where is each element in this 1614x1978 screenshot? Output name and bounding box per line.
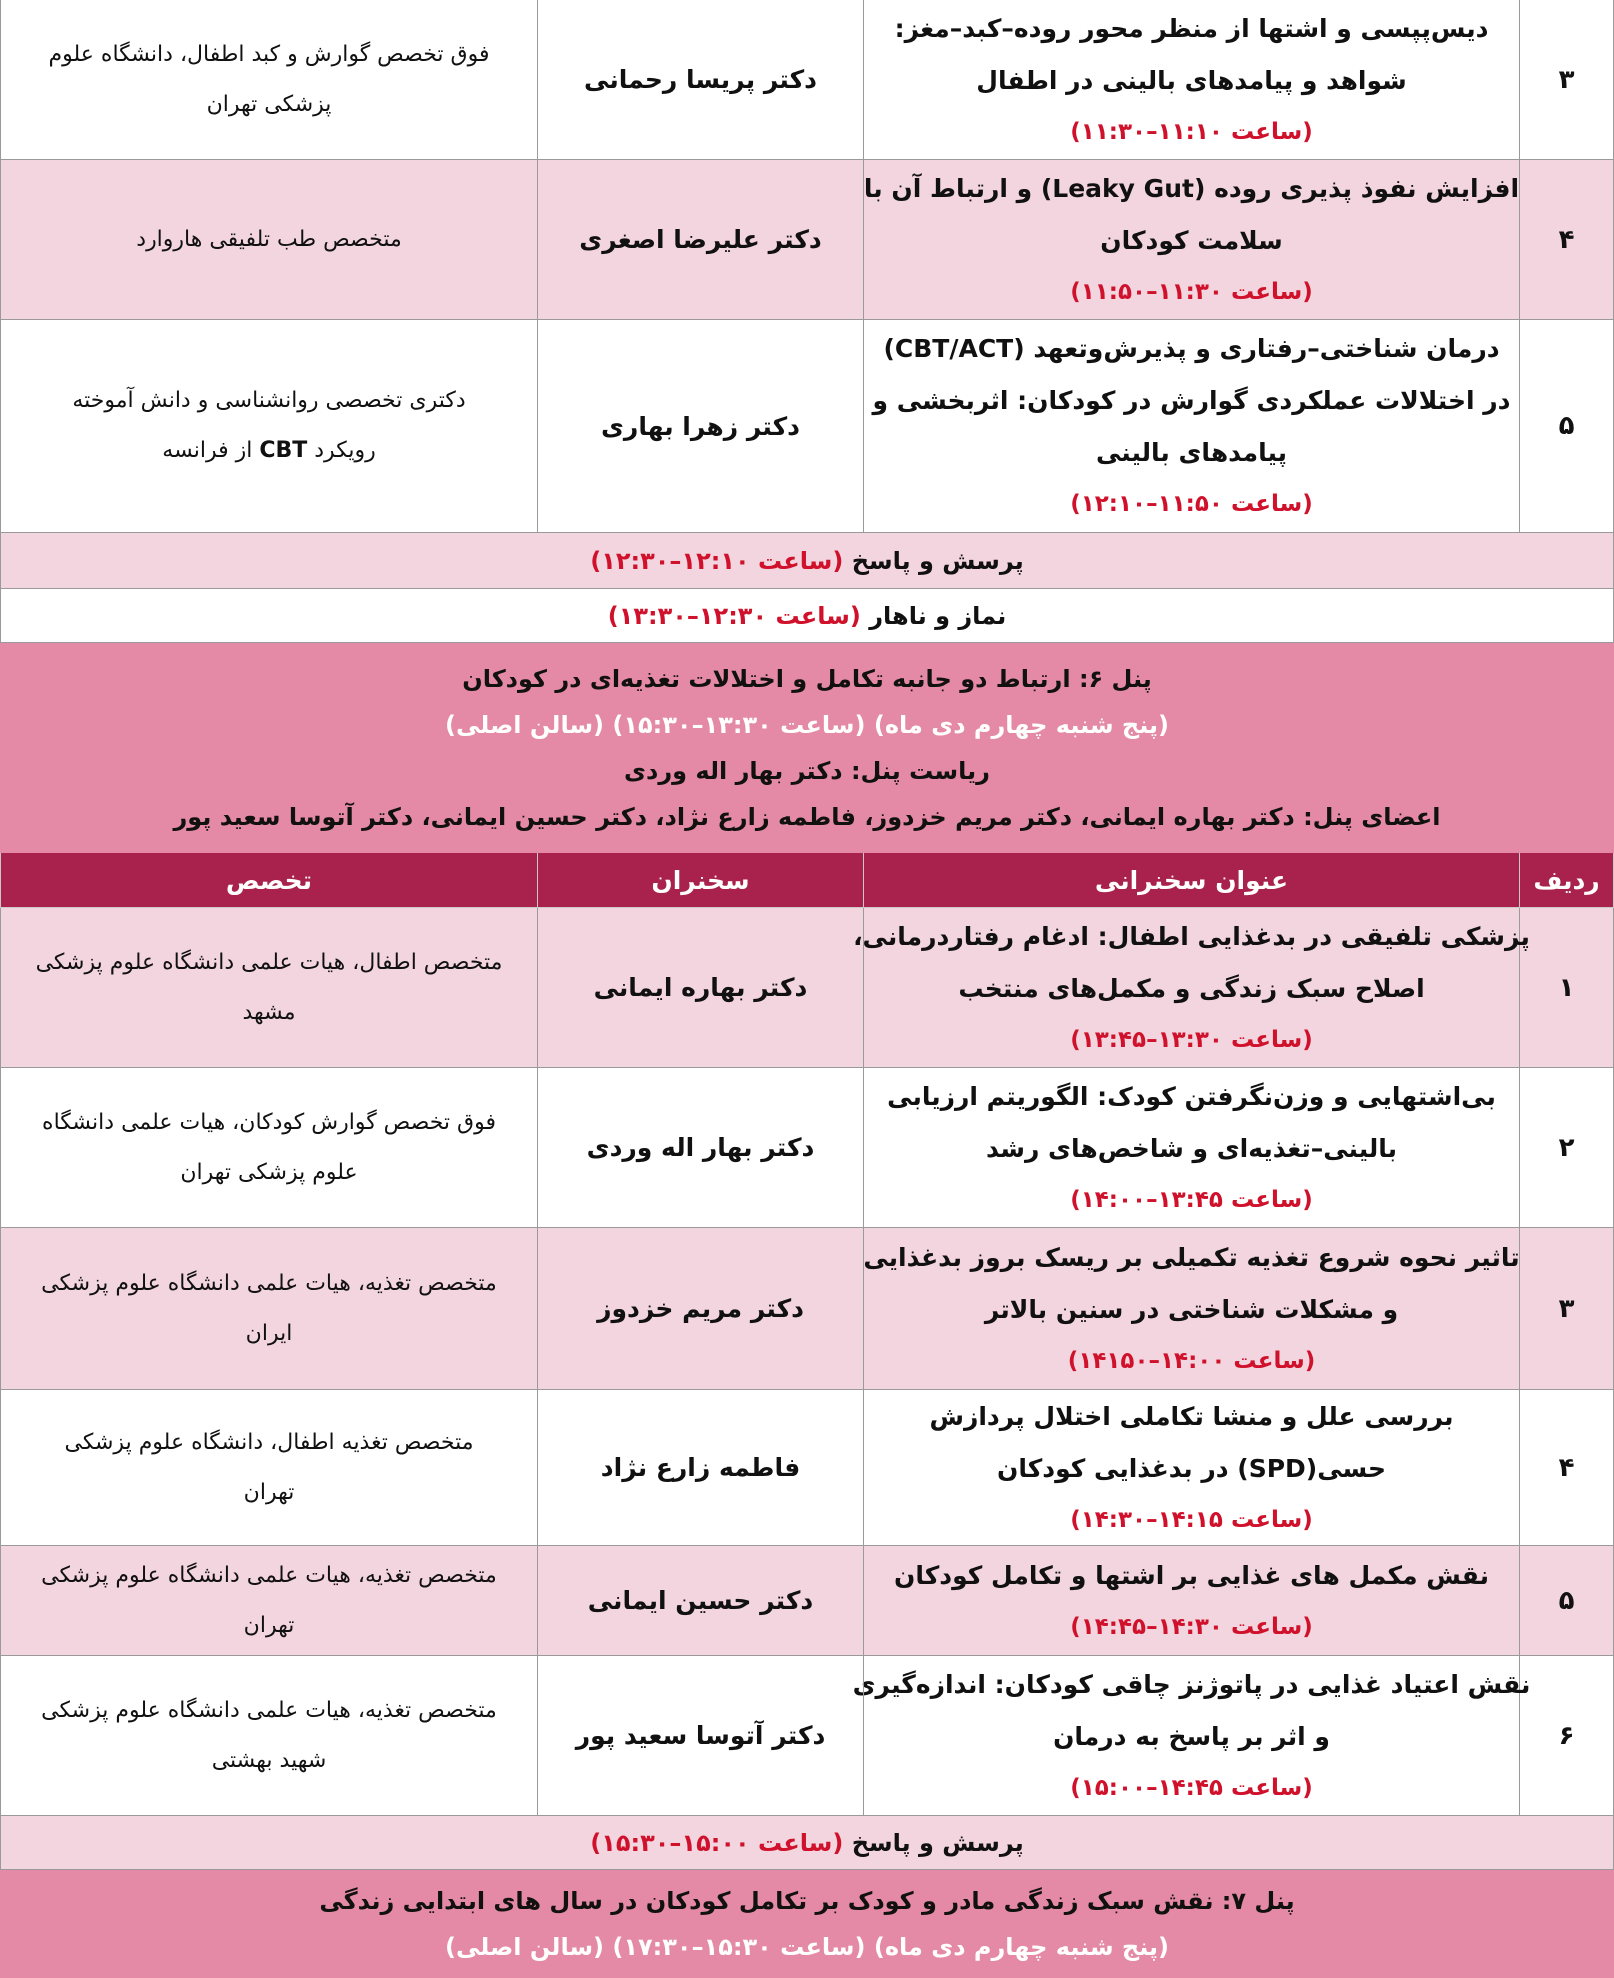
talk-title-cell xyxy=(864,1068,1520,1228)
lunch-cell xyxy=(0,589,1614,643)
talk-time: (ساعت ۱۱:۱۰–۱۱:۳۰) xyxy=(1070,118,1313,145)
talk-time: (ساعت ۱۳:۳۰–۱۳:۴۵) xyxy=(1070,1026,1313,1053)
panel-chair: ریاست پنل: دکتر بهار اله وردی xyxy=(624,757,990,785)
talk-title-cell xyxy=(852,1656,1531,1816)
talk-title-line: نقش اعتیاد غذایی در پاتوژنز چاقی کودکان: اندازه‌گیری xyxy=(852,1669,1531,1699)
speaker-name: دکتر آتوسا سعید پور xyxy=(575,1721,826,1750)
speaker-name: فاطمه زارع نژاد xyxy=(600,1453,801,1482)
row-number: ۵ xyxy=(1558,411,1575,441)
talk-title-line: تاثیر نحوه شروع تغذیه تکمیلی بر ریسک بروز بدغذایی xyxy=(863,1242,1520,1272)
speaker-name: دکتر پریسا رحمانی xyxy=(584,65,817,94)
header-num: ردیف xyxy=(1520,853,1614,908)
speaker-name: دکتر علیرضا اصغری xyxy=(579,225,822,254)
row-number-cell xyxy=(1520,1068,1614,1228)
header-speaker: سخنران xyxy=(538,853,864,908)
talk-title-cell xyxy=(864,160,1520,320)
speaker-cell xyxy=(538,1228,864,1390)
specialty-cell xyxy=(0,908,538,1068)
row-number: ۱ xyxy=(1558,972,1575,1003)
specialty-line: تهران xyxy=(243,1479,295,1505)
talk-title-line: نقش مکمل های غذایی بر اشتها و تکامل کودکان xyxy=(894,1560,1489,1590)
table-header xyxy=(0,853,1614,908)
talk-title-line: در اختلالات عملکردی گوارش در کودکان: اثربخشی و xyxy=(872,386,1511,415)
talk-title-line: درمان شناختی–رفتاری و پذیرش‌وتعهد (CBT/ACT) xyxy=(883,334,1500,363)
qa-label: پرسش و پاسخ xyxy=(851,1828,1024,1857)
specialty-cell xyxy=(0,1068,538,1228)
talk-time: (ساعت ۱۴:۰۰–۱۴۱۵۰) xyxy=(1067,1347,1316,1374)
speaker-cell xyxy=(538,908,864,1068)
specialty-cell xyxy=(0,1228,538,1390)
qa-label: پرسش و پاسخ xyxy=(851,546,1024,575)
talk-time: (ساعت ۱۳:۴۵–۱۴:۰۰) xyxy=(1070,1186,1313,1213)
table-row xyxy=(0,1390,1614,1546)
talk-title-line: و مشکلات شناختی در سنین بالاتر xyxy=(984,1294,1399,1324)
specialty-text: رویکرد xyxy=(307,438,376,463)
specialty-line: متخصص تغذیه اطفال، دانشگاه علوم پزشکی xyxy=(64,1429,474,1455)
row-number: ۴ xyxy=(1558,224,1575,255)
row-number: ۳ xyxy=(1558,64,1575,95)
row-number: ۲ xyxy=(1558,1132,1575,1163)
row-number-cell xyxy=(1520,1546,1614,1656)
table-row xyxy=(0,1656,1614,1816)
lunch-row xyxy=(0,589,1614,643)
panel-members: اعضای پنل: دکتر بهاره ایمانی، دکتر مریم خزدوز، فاطمه زارع نژاد، دکتر حسین ایمانی، دکتر آتوسا سعید پور xyxy=(173,803,1441,831)
specialty-line: تهران xyxy=(243,1612,295,1638)
talk-title-line: پیامدهای بالینی xyxy=(1095,438,1288,467)
talk-title-cell xyxy=(864,1228,1520,1390)
specialty-cell xyxy=(0,1546,538,1656)
lunch-time: (ساعت ۱۲:۳۰–۱۳:۳۰) xyxy=(607,601,861,630)
speaker-name: دکتر بهار اله وردی xyxy=(586,1133,815,1162)
specialty-cell xyxy=(0,0,538,160)
specialty-line: مشهد xyxy=(242,999,296,1025)
qa-cell xyxy=(0,533,1614,589)
speaker-cell xyxy=(538,1546,864,1656)
specialty-line: شهید بهشتی xyxy=(211,1747,327,1773)
qa-cell xyxy=(0,1816,1614,1870)
talk-title-line: بی‌اشتهایی و وزن‌نگرفتن کودک: الگوریتم ارزیابی xyxy=(887,1081,1496,1111)
row-number-cell xyxy=(1520,0,1614,160)
talk-time: (ساعت ۱۱:۵۰–۱۲:۱۰) xyxy=(1070,491,1313,517)
talk-title-cell xyxy=(853,908,1530,1068)
table-row xyxy=(0,0,1614,160)
table-row xyxy=(0,1228,1614,1390)
specialty-line: علوم پزشکی تهران xyxy=(180,1159,358,1185)
specialty-line: متخصص تغذیه، هیات علمی دانشگاه علوم پزشکی xyxy=(41,1562,497,1588)
row-number-cell xyxy=(1520,320,1614,533)
talk-title-line: بالینی–تغذیه‌ای و شاخص‌های رشد xyxy=(985,1133,1398,1163)
panel-session: (پنج شنبه چهارم دی ماه) (ساعت ۱۵:۳۰–۱۷:۳۰) (سالن اصلی) xyxy=(445,1933,1169,1961)
table-row xyxy=(0,160,1614,320)
speaker-cell xyxy=(538,1068,864,1228)
speaker-name: دکتر بهاره ایمانی xyxy=(593,973,808,1002)
speaker-cell xyxy=(538,1656,864,1816)
row-number-cell xyxy=(1520,908,1614,1068)
table-row xyxy=(0,1068,1614,1228)
table-row xyxy=(0,1546,1614,1656)
specialty-line: متخصص تغذیه، هیات علمی دانشگاه علوم پزشکی xyxy=(41,1270,497,1296)
table-row xyxy=(0,908,1614,1068)
talk-time: (ساعت ۱۴:۴۵–۱۵:۰۰) xyxy=(1070,1774,1313,1801)
specialty-cell xyxy=(0,320,538,533)
specialty-line: متخصص تغذیه، هیات علمی دانشگاه علوم پزشکی xyxy=(41,1697,497,1723)
specialty-text: از فرانسه xyxy=(162,438,260,463)
specialty-cbt: CBT xyxy=(259,438,308,463)
talk-title-cell xyxy=(864,0,1520,160)
header-specialty: تخصص xyxy=(0,853,538,908)
talk-title-line: حسی(SPD) در بدغذایی کودکان xyxy=(997,1453,1386,1483)
specialty-line: ایران xyxy=(245,1320,293,1346)
row-number: ۴ xyxy=(1558,1452,1575,1483)
talk-title-line: پزشکی تلفیقی در بدغذایی اطفال: ادغام رفتاردرمانی، xyxy=(853,921,1530,951)
qa-time: (ساعت ۱۵:۰۰–۱۵:۳۰) xyxy=(590,1828,844,1857)
talk-title-cell xyxy=(864,1390,1520,1546)
specialty-line: فوق تخصص گوارش کودکان، هیات علمی دانشگاه xyxy=(42,1109,496,1135)
specialty-cell xyxy=(0,1390,538,1546)
header-title: عنوان سخنرانی xyxy=(864,853,1520,908)
speaker-name: دکتر مریم خزدوز xyxy=(597,1294,804,1323)
talk-title-line: شواهد و پیامدهای بالینی در اطفال xyxy=(976,65,1407,95)
row-number: ۳ xyxy=(1558,1293,1575,1324)
table-row xyxy=(0,320,1614,533)
talk-title-cell xyxy=(864,1546,1520,1656)
row-number: ۵ xyxy=(1558,1585,1575,1616)
talk-title-line: بررسی علل و منشا تکاملی اختلال پردازش xyxy=(929,1401,1454,1431)
talk-title-cell xyxy=(864,320,1520,533)
speaker-cell xyxy=(538,0,864,160)
talk-time: (ساعت ۱۱:۳۰–۱۱:۵۰) xyxy=(1070,278,1313,305)
talk-title-line: اصلاح سبک زندگی و مکمل‌های منتخب xyxy=(958,973,1425,1003)
specialty-cell xyxy=(0,1656,538,1816)
speaker-cell xyxy=(538,1390,864,1546)
row-number-cell xyxy=(1520,1228,1614,1390)
specialty-line xyxy=(162,426,375,476)
talk-title-line: سلامت کودکان xyxy=(1100,225,1283,255)
qa-row xyxy=(0,1816,1614,1870)
talk-time: (ساعت ۱۴:۱۵–۱۴:۳۰) xyxy=(1070,1506,1313,1533)
specialty-line: متخصص اطفال، هیات علمی دانشگاه علوم پزشکی xyxy=(35,949,503,975)
row-number-cell xyxy=(1520,1656,1614,1816)
qa-row xyxy=(0,533,1614,589)
qa-time: (ساعت ۱۲:۱۰–۱۲:۳۰) xyxy=(590,546,844,575)
talk-title-line: و اثر بر پاسخ به درمان xyxy=(1053,1721,1330,1751)
panel-title: پنل ۶: ارتباط دو جانبه تکامل و اختلالات تغذیه‌ای در کودکان xyxy=(462,665,1152,693)
talk-title-line: دیس‌پپسی و اشتها از منظر محور روده–کبد–مغز: xyxy=(894,13,1489,43)
row-number-cell xyxy=(1520,160,1614,320)
panel-title: پنل ۷: نقش سبک زندگی مادر و کودک بر تکامل کودکان در سال های ابتدایی زندگی xyxy=(319,1887,1295,1915)
speaker-cell xyxy=(538,320,864,533)
speaker-name: دکتر زهرا بهاری xyxy=(601,411,800,441)
lunch-label: نماز و ناهار xyxy=(869,601,1007,630)
panel-7-header xyxy=(0,1870,1614,1978)
specialty-line: فوق تخصص گوارش و کبد اطفال، دانشگاه علوم xyxy=(48,41,490,67)
row-number: ۶ xyxy=(1558,1720,1575,1751)
specialty-line: متخصص طب تلفیقی هاروارد xyxy=(136,226,402,252)
specialty-line: دکتری تخصصی روانشناسی و دانش آموخته xyxy=(72,388,466,413)
talk-title-line: افزایش نفوذ پذیری روده (Leaky Gut) و ارتباط آن با xyxy=(863,173,1520,203)
specialty-line: پزشکی تهران xyxy=(206,91,332,117)
specialty-cell xyxy=(0,160,538,320)
row-number-cell xyxy=(1520,1390,1614,1546)
talk-time: (ساعت ۱۴:۳۰–۱۴:۴۵) xyxy=(1070,1613,1313,1640)
panel-6-header xyxy=(0,643,1614,853)
speaker-cell xyxy=(538,160,864,320)
panel-session: (پنج شنبه چهارم دی ماه) (ساعت ۱۳:۳۰–۱۵:۳۰) (سالن اصلی) xyxy=(445,711,1169,739)
speaker-name: دکتر حسین ایمانی xyxy=(587,1586,814,1615)
